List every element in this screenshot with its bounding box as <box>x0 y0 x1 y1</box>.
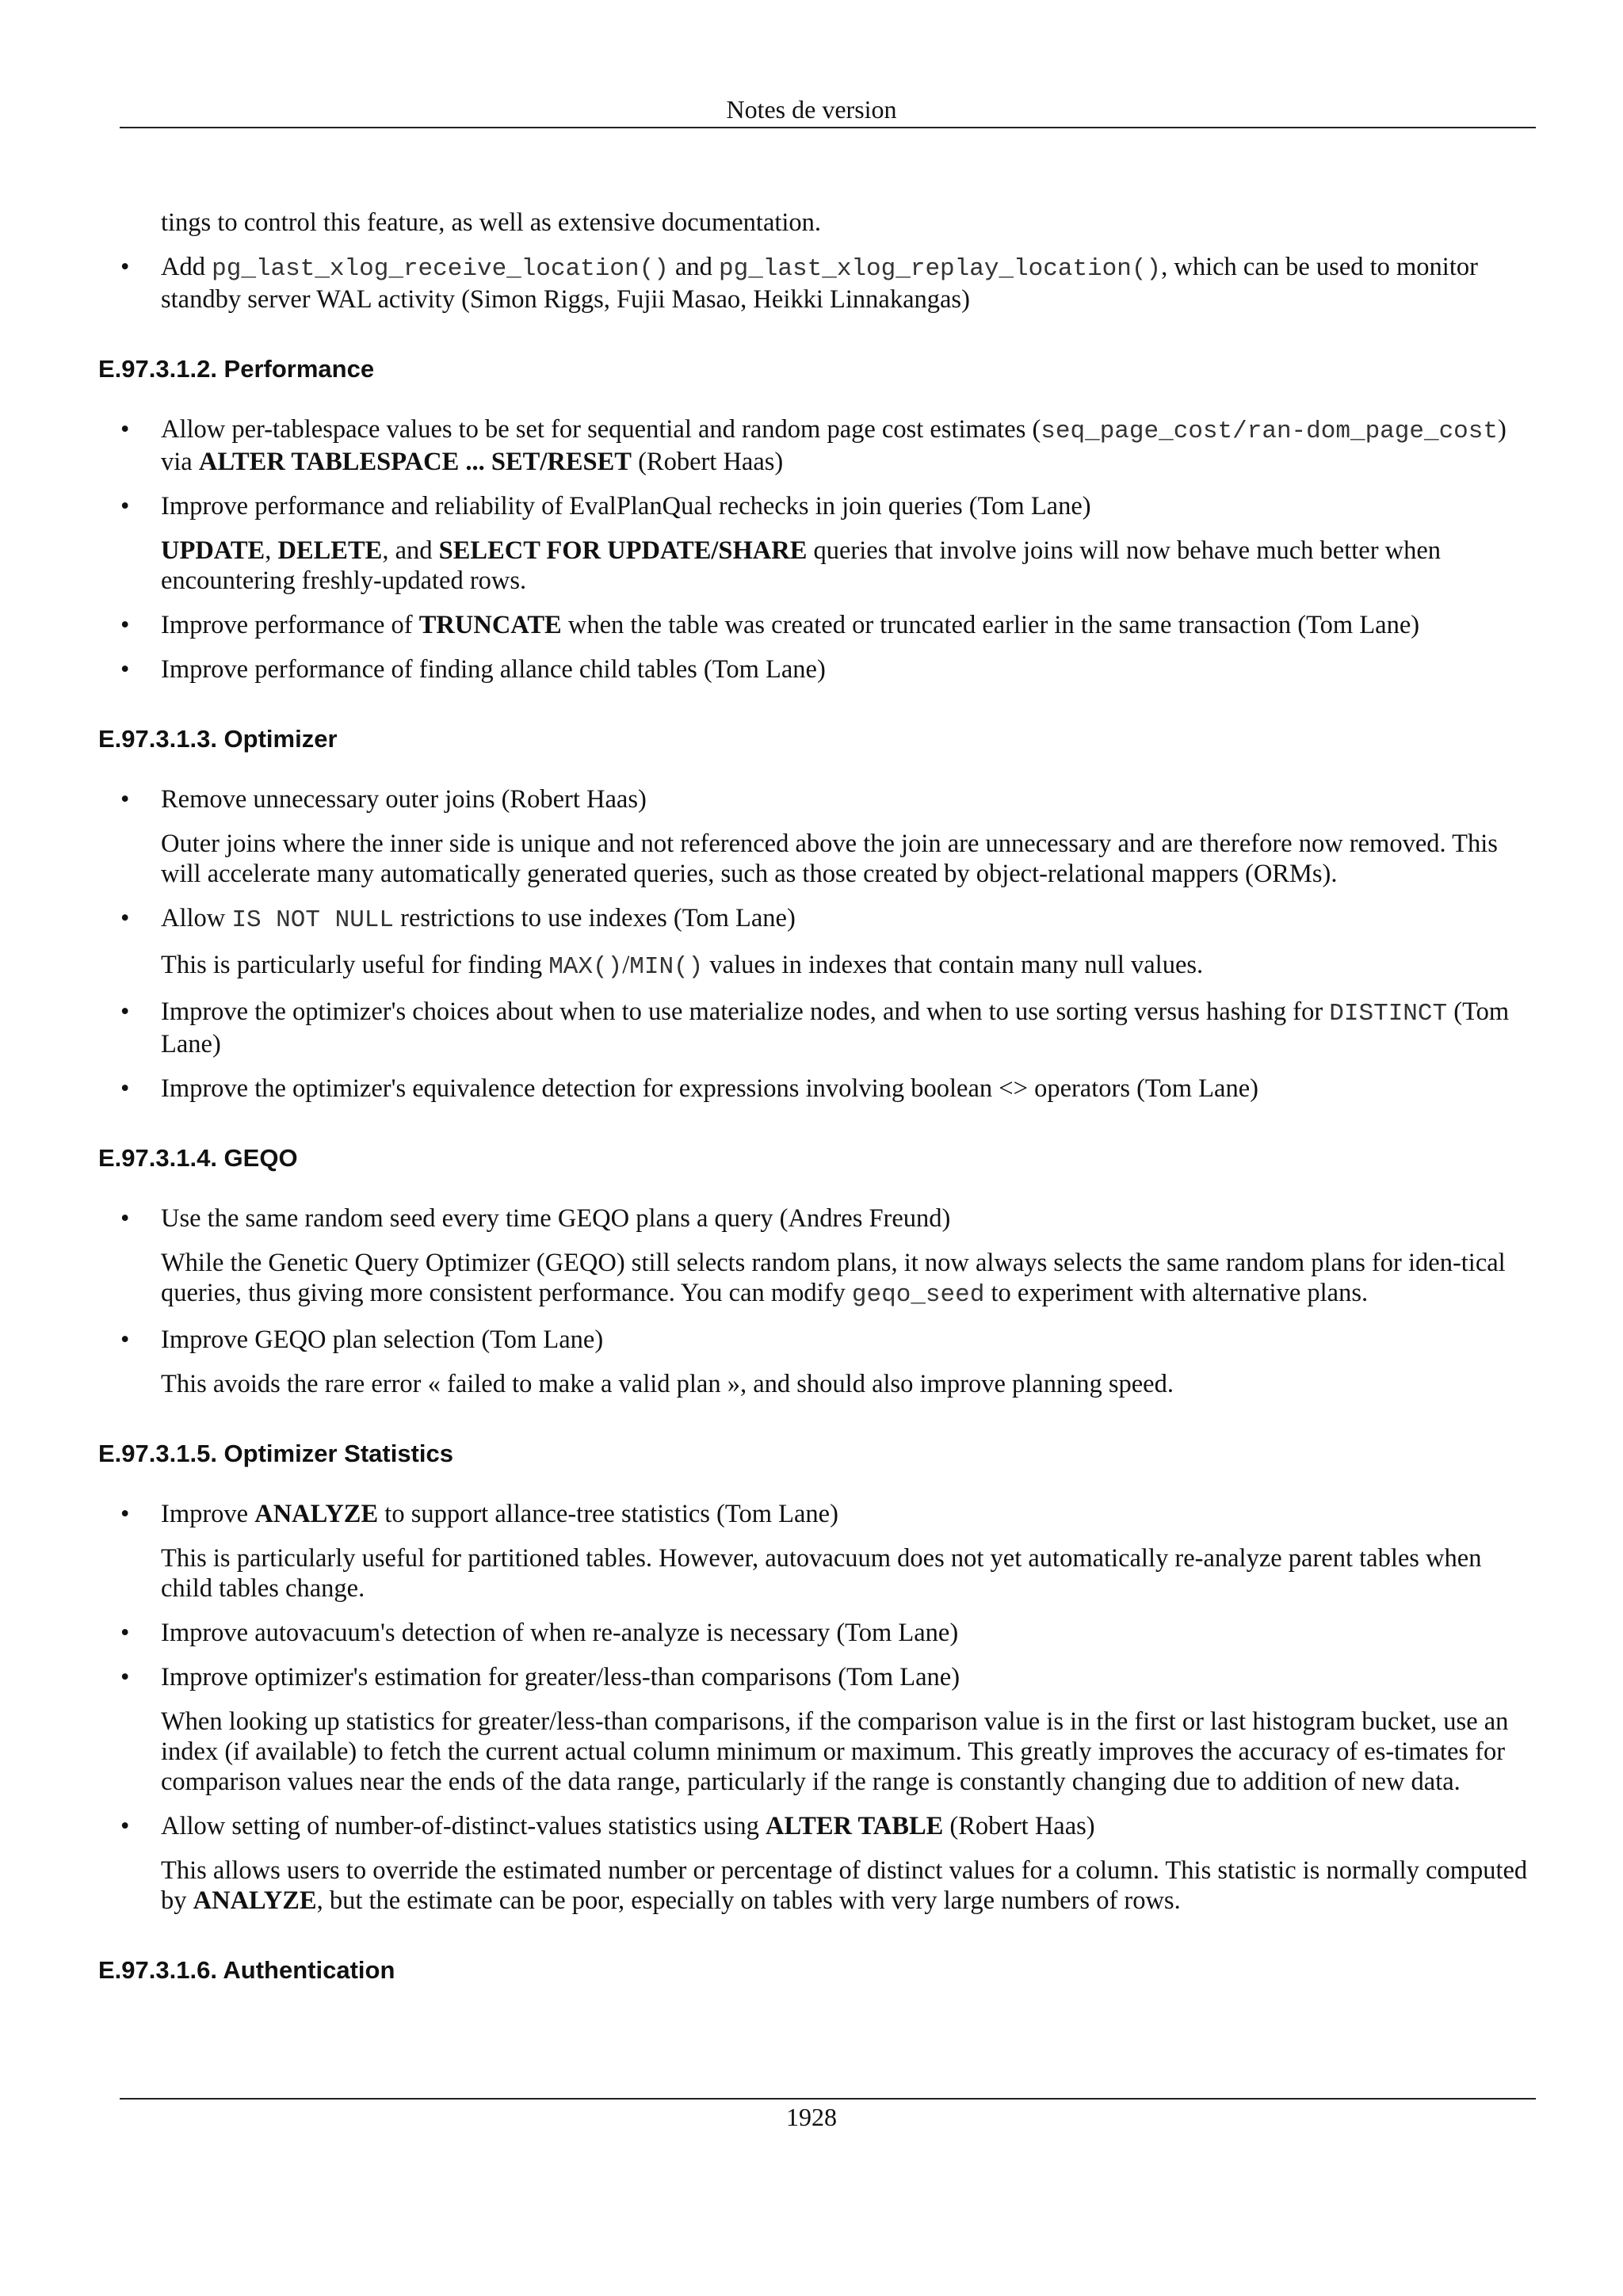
continued-paragraph: tings to control this feature, as well as extensive documentation. <box>161 208 822 237</box>
section-heading-geqo: E.97.3.1.4. GEQO <box>98 1144 298 1172</box>
item-description: This is particularly useful for finding MAX()/MIN() values in indexes that contain many null values. <box>161 951 1204 981</box>
item-description: While the Genetic Query Optimizer (GEQO) still selects random plans, it now always selects the same random plans for iden-tical queries, thus giving more consistent performance. You can modify geqo_seed to experiment with alternative plans. <box>161 1249 1506 1309</box>
command: SELECT FOR UPDATE/SHARE <box>438 536 808 565</box>
code: DISTINCT <box>1329 1000 1448 1028</box>
code: geqo_seed <box>851 1281 985 1309</box>
running-header: Notes de version <box>726 95 897 124</box>
code: IS NOT NULL <box>231 906 395 934</box>
header-rule <box>120 127 1536 128</box>
list-item: • Add pg_last_xlog_receive_location() and pg_last_xlog_replay_location(), which can be used to monitor standby server WAL activity (Simon Riggs, Fujii Masao, Heikki Linnakangas) <box>0 252 1623 315</box>
command: TRUNCATE <box>418 611 562 639</box>
page-number: 1928 <box>786 2103 837 2131</box>
list-item: • Allow IS NOT NULL restrictions to use indexes (Tom Lane) <box>0 903 1623 936</box>
item-description: When looking up statistics for greater/less-than comparisons, if the comparison value is in the first or last histogram bucket, use an index (if available) to fetch the current actual column minimum or maximum. This greatly improves the accuracy of es-timates for comparison values near the ends of the data range, particularly if the range is constantly changing due to addition of new data. <box>161 1707 1509 1796</box>
command: DELETE <box>277 536 383 565</box>
list-item: • Improve the optimizer's choices about when to use materialize nodes, and when to use sorting versus hashing for DISTINCT (Tom Lane) <box>0 997 1623 1059</box>
list-item: • Improve performance of TRUNCATE when the table was created or truncated earlier in the same transaction (Tom Lane) <box>0 610 1623 640</box>
code: MAX() <box>548 953 623 981</box>
command: ANALYZE <box>193 1886 317 1915</box>
list-item: • Improve autovacuum's detection of when re-analyze is necessary (Tom Lane) <box>0 1618 1623 1648</box>
page-body <box>0 208 1623 1985</box>
item-description: UPDATE, DELETE, and SELECT FOR UPDATE/SHARE queries that involve joins will now behave much better when encountering freshly-updated rows. <box>161 536 1442 595</box>
code: MIN() <box>629 953 704 981</box>
section-heading-optimizer: E.97.3.1.3. Optimizer <box>98 725 338 753</box>
footer-rule <box>120 2098 1536 2100</box>
code: pg_last_xlog_receive_location() <box>212 255 669 283</box>
item-description: This is particularly useful for partitioned tables. However, autovacuum does not yet automatically re-analyze parent tables when child tables change. <box>161 1544 1482 1603</box>
item-description: This allows users to override the estimated number or percentage of distinct values for a column. This statistic is normally computed by ANALYZE, but the estimate can be poor, especially on tables with very large numbers of rows. <box>161 1856 1528 1915</box>
list-item: • Use the same random seed every time GEQO plans a query (Andres Freund) <box>0 1203 1623 1234</box>
command: UPDATE <box>161 536 265 565</box>
section-heading-performance: E.97.3.1.2. Performance <box>98 355 375 383</box>
code: pg_last_xlog_replay_location() <box>719 255 1162 283</box>
list-item: • Improve performance of finding allance child tables (Tom Lane) <box>0 654 1623 685</box>
list-item: • Improve ANALYZE to support allance-tree statistics (Tom Lane) <box>0 1499 1623 1529</box>
list-item: • Allow setting of number-of-distinct-values statistics using ALTER TABLE (Robert Haas) <box>0 1811 1623 1841</box>
list-item: • Allow per-tablespace values to be set for sequential and random page cost estimates (seq_page_cost/ran-dom_page_cost) via ALTER TABLESPACE ... SET/RESET (Robert Haas) <box>0 414 1623 477</box>
item-description: This avoids the rare error « failed to make a valid plan », and should also improve planning speed. <box>161 1370 1174 1398</box>
code: seq_page_cost/ran-dom_page_cost <box>1041 418 1498 445</box>
section-heading-authentication: E.97.3.1.6. Authentication <box>98 1956 395 1984</box>
command: ALTER TABLE <box>766 1812 944 1840</box>
section-heading-optimizer-statistics: E.97.3.1.5. Optimizer Statistics <box>98 1440 453 1467</box>
list-item: • Improve optimizer's estimation for greater/less-than comparisons (Tom Lane) <box>0 1662 1623 1692</box>
list-item: • Remove unnecessary outer joins (Robert Haas) <box>0 784 1623 814</box>
command: ANALYZE <box>254 1500 379 1528</box>
item-description: Outer joins where the inner side is unique and not referenced above the join are unnecessary and are therefore now removed. This will accelerate many automatically generated queries, such as those created by object-relational mappers (ORMs). <box>161 830 1498 888</box>
list-item: • Improve GEQO plan selection (Tom Lane) <box>0 1325 1623 1355</box>
command: ALTER TABLESPACE ... SET/RESET <box>198 448 632 476</box>
list-item: • Improve the optimizer's equivalence detection for expressions involving boolean <> operators (Tom Lane) <box>0 1074 1623 1104</box>
list-item: • Improve performance and reliability of EvalPlanQual rechecks in join queries (Tom Lane) <box>0 491 1623 521</box>
